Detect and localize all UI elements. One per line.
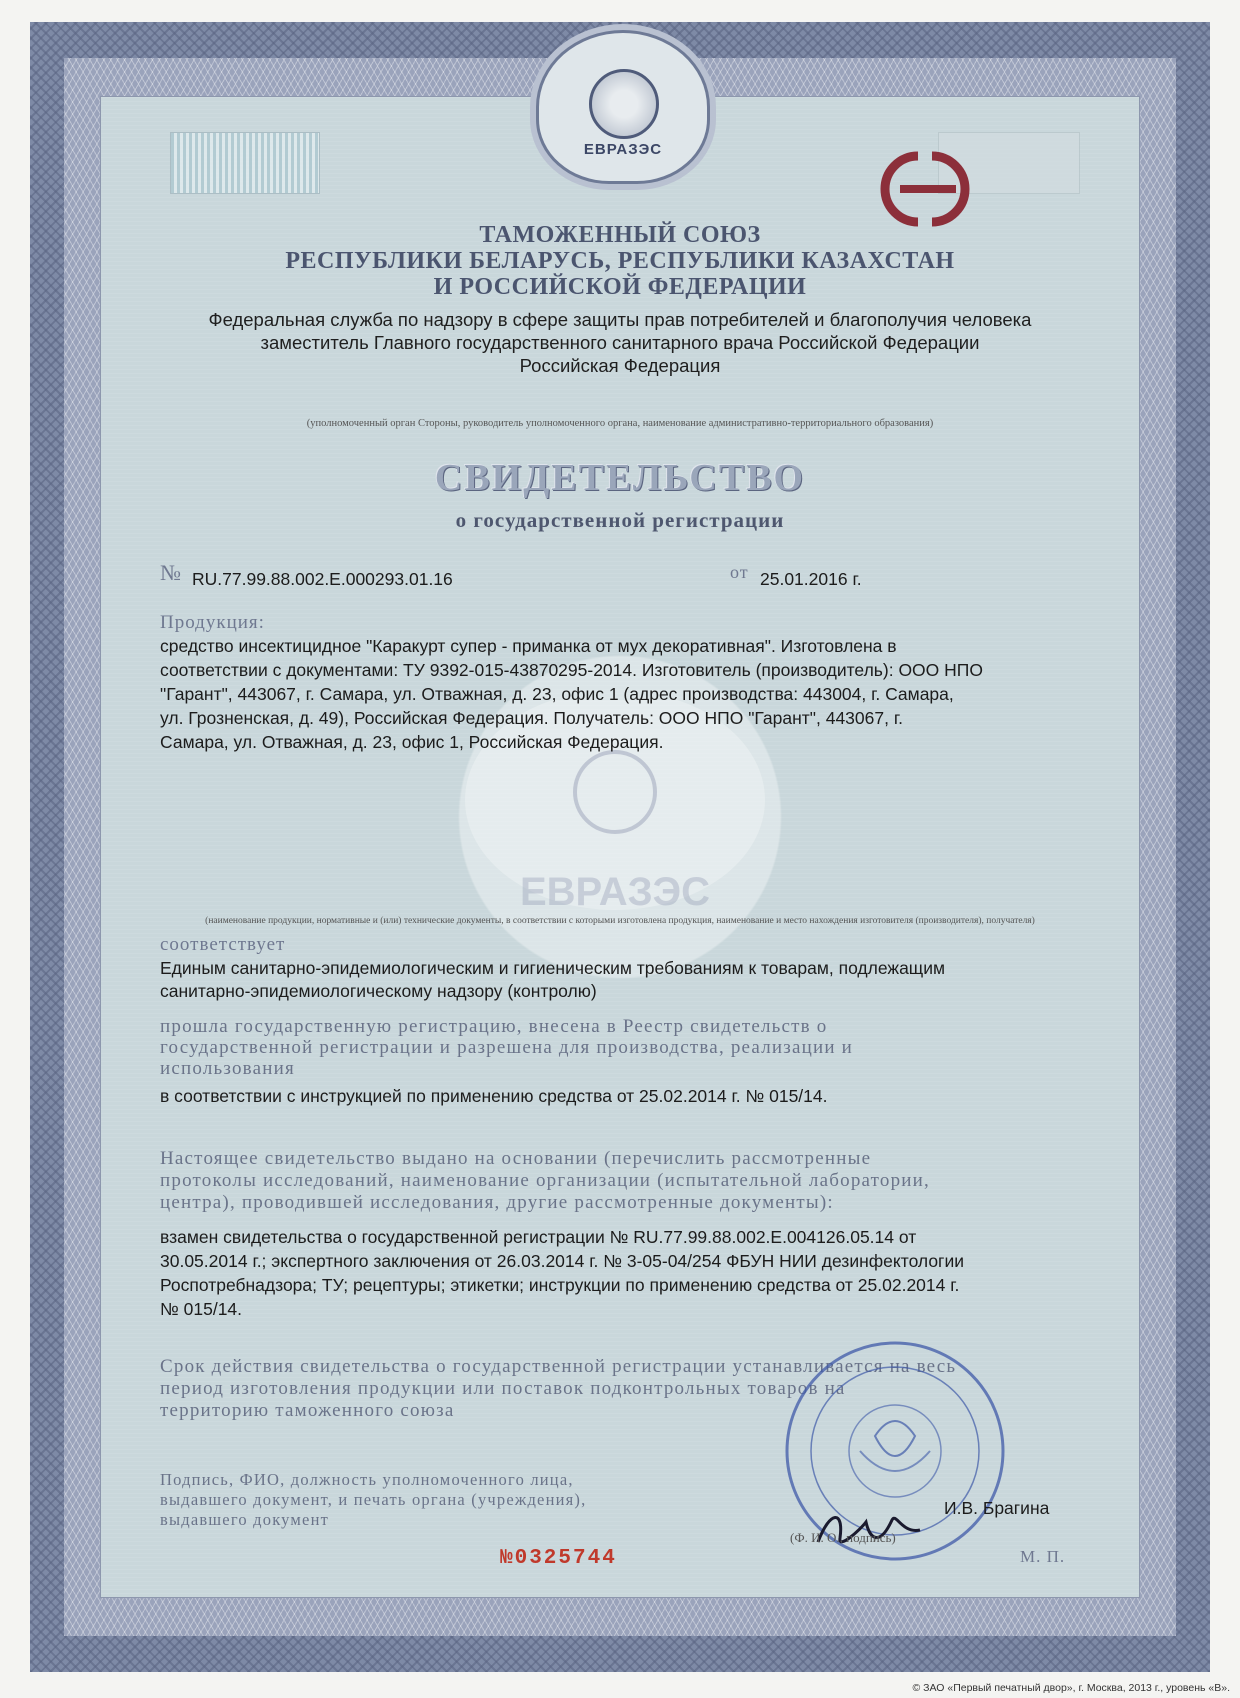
product-line: ул. Грозненская, д. 49), Российская Федерация. Получатель: ООО НПО "Гарант", 443067, г. [160, 708, 903, 728]
product-label: Продукция: [160, 612, 265, 633]
certificate-number: RU.77.99.88.002.Е.000293.01.16 [192, 569, 453, 589]
basis-value: взамен свидетельства о государственной регистрации № RU.77.99.88.002.Е.004126.05.14 от [160, 1227, 917, 1247]
emblem-label: ЕВРАЗЭС [583, 141, 663, 158]
signature-label-line: Подпись, ФИО, должность уполномоченного лица, [160, 1470, 574, 1489]
globe-icon [589, 69, 659, 139]
basis-value: Роспотребнадзора; ТУ; рецептуры; этикетки; инструкции по применению средства от 25.02.2014 г. [160, 1275, 960, 1295]
registration-line: использования [160, 1058, 295, 1079]
authority-line2: заместитель Главного государственного санитарного врача Российской Федерации [260, 332, 980, 353]
ce-mark-icon [870, 148, 980, 230]
authority-line3: Российская Федерация [519, 355, 721, 376]
validity-line: период изготовления продукции или поставок подконтрольных товаров на [160, 1378, 846, 1399]
product-line: Самара, ул. Отважная, д. 23, офис 1, Российская Федерация. [160, 732, 664, 752]
serial-number: №0325744 [500, 1547, 617, 1570]
signatory-name: И.В. Брагина [944, 1498, 1050, 1518]
number-label: № [160, 560, 182, 585]
authority-line1: Федеральная служба по надзору в сфере защиты прав потребителей и благополучия человека [208, 309, 1032, 330]
union-title-line1: ТАМОЖЕННЫЙ СОЮЗ [479, 222, 761, 248]
basis-value: 30.05.2014 г.; экспертного заключения от 26.03.2014 г. № 3-05-04/254 ФБУН НИИ дезинфектологии [160, 1251, 964, 1271]
basis-line: центра), проводившей исследования, другие рассмотренные документы): [160, 1192, 834, 1213]
product-caption: (наименование продукции, нормативные и (или) технические документы, в соответствии с которыми изготовлена продукция, наименование и место нахождения изготовителя (производителя), получателя) [205, 916, 1035, 926]
registration-value: в соответствии с инструкцией по применению средства от 25.02.2014 г. № 015/14. [160, 1086, 828, 1106]
basis-line: Настоящее свидетельство выдано на основании (перечислить рассмотренные [160, 1148, 872, 1169]
basis-line: протоколы исследований, наименование организации (испытательной лаборатории, [160, 1170, 930, 1191]
validity-line: Срок действия свидетельства о государственной регистрации устанавливается на весь [160, 1356, 957, 1377]
product-line: "Гарант", 443067, г. Самара, ул. Отважная, д. 23, офис 1 (адрес производства: 443004, г. Самара, [160, 684, 954, 704]
union-title-line2: РЕСПУБЛИКИ БЕЛАРУСЬ, РЕСПУБЛИКИ КАЗАХСТАН [285, 248, 955, 274]
conformity-line: санитарно-эпидемиологическому надзору (контролю) [160, 981, 597, 1001]
product-line: средство инсектицидное "Каракурт супер - приманка от мух декоративная". Изготовлена в [160, 636, 897, 656]
product-line: соответствии с документами: ТУ 9392-015-43870295-2014. Изготовитель (производитель): ООО НПО [160, 660, 983, 680]
signature-caption: (Ф. И. О., подпись) [790, 1530, 896, 1545]
certificate-title: СВИДЕТЕЛЬСТВО [434, 457, 806, 499]
hologram-left [170, 132, 320, 194]
authority-caption: (уполномоченный орган Стороны, руководитель уполномоченного органа, наименование административно-территориального образования) [306, 418, 934, 429]
certificate-subtitle: о государственной регистрации [455, 508, 785, 532]
registration-line: государственной регистрации и разрешена для производства, реализации и [160, 1037, 854, 1058]
conformity-line: Единым санитарно-эпидемиологическим и гигиеническим требованиям к товарам, подлежащим [160, 958, 946, 978]
svg-text:ЕВРАЗЭС: ЕВРАЗЭС [519, 870, 711, 914]
signature-label-line: выдавшего документ [160, 1510, 330, 1529]
union-title-line3: И РОССИЙСКОЙ ФЕДЕРАЦИИ [433, 274, 807, 300]
mp-label: М. П. [1020, 1547, 1066, 1566]
conformity-label: соответствует [160, 934, 286, 955]
printer-footer: © ЗАО «Первый печатный двор», г. Москва, 2013 г., уровень «В». [912, 1682, 1230, 1694]
date-label: от [730, 562, 749, 582]
certificate-date: 25.01.2016 г. [760, 569, 862, 589]
basis-value: № 015/14. [160, 1299, 243, 1319]
signature-label-line: выдавшего документ, и печать органа (учреждения), [160, 1490, 587, 1509]
validity-line: территорию таможенного союза [160, 1400, 455, 1421]
eurasec-emblem-icon [536, 30, 710, 184]
registration-line: прошла государственную регистрацию, внесена в Реестр свидетельств о [160, 1016, 828, 1037]
